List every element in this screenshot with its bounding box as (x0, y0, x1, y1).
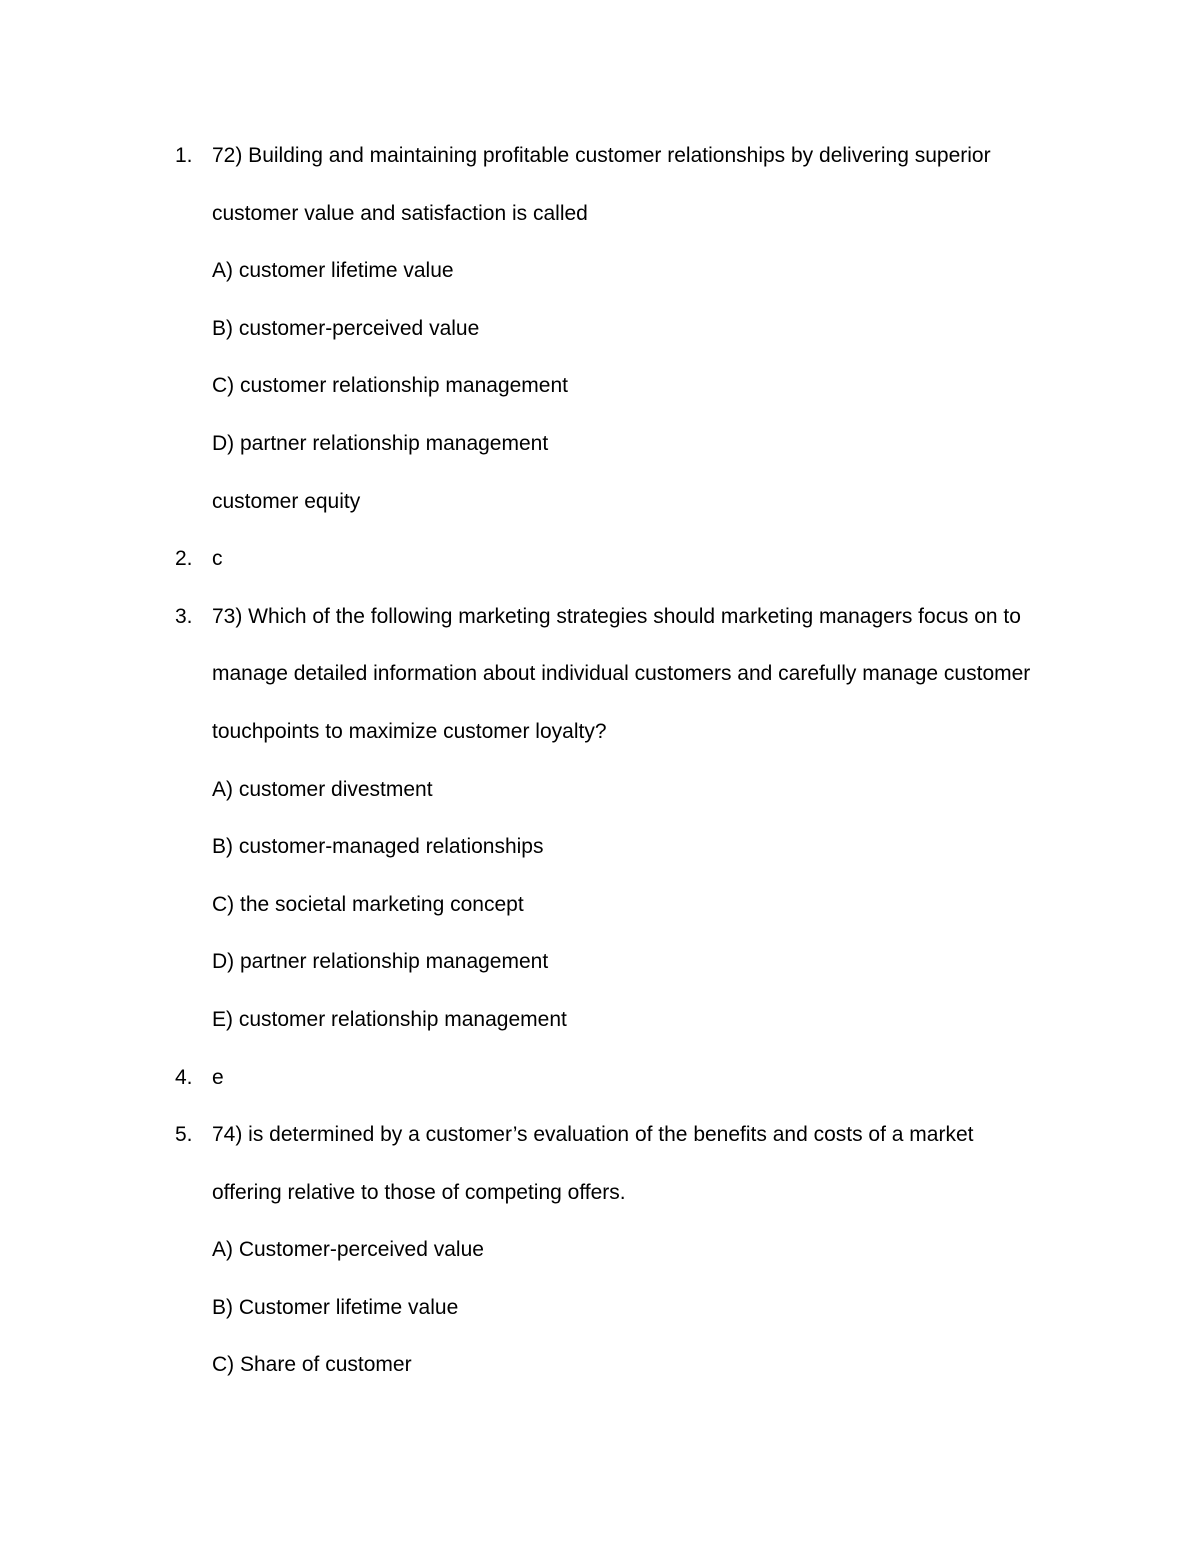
document-line (0, 645, 1200, 703)
document-line (0, 1049, 1200, 1107)
document-body (0, 127, 1200, 1394)
document-line (0, 300, 1200, 358)
document-line (0, 473, 1200, 531)
document-line (0, 1221, 1200, 1279)
line-text: offering relative to those of competing offers. (212, 1180, 626, 1204)
document-line (0, 991, 1200, 1049)
line-text: 72) Building and maintaining profitable customer relationships by delivering superior (212, 144, 991, 167)
document-line (0, 530, 1200, 588)
line-text: C) customer relationship management (212, 374, 568, 398)
line-text: B) customer-perceived value (212, 316, 480, 340)
line-text: B) customer-managed relationships (212, 835, 544, 859)
line-text: A) customer lifetime value (212, 259, 454, 283)
list-number: 4. (175, 1065, 193, 1089)
line-text: C) Share of customer (212, 1353, 412, 1377)
line-text: e (212, 1065, 224, 1089)
line-text: D) partner relationship management (212, 431, 549, 455)
line-text: 73) Which of the following marketing strategies should marketing managers focus on to (212, 604, 1021, 628)
document-line (0, 818, 1200, 876)
line-text: 74) is determined by a customer’s evaluation of the benefits and costs of a market (212, 1123, 974, 1147)
document-line (0, 127, 1200, 185)
document-line (0, 1336, 1200, 1394)
document-line (0, 1279, 1200, 1337)
document-line (0, 1164, 1200, 1222)
list-number: 1. (175, 144, 193, 167)
list-number: 3. (175, 604, 193, 628)
document-line (0, 1106, 1200, 1164)
line-text: c (212, 547, 223, 571)
line-text: D) partner relationship management (212, 950, 549, 974)
line-text: C) the societal marketing concept (212, 892, 524, 916)
document-line (0, 703, 1200, 761)
line-text: touchpoints to maximize customer loyalty? (212, 719, 607, 743)
list-number: 5. (175, 1123, 193, 1147)
line-text: customer equity (212, 489, 361, 513)
document-line (0, 933, 1200, 991)
list-number: 2. (175, 547, 193, 571)
line-text: A) customer divestment (212, 777, 433, 801)
document-line (0, 242, 1200, 300)
line-text: A) Customer-perceived value (212, 1238, 484, 1262)
line-text: E) customer relationship management (212, 1007, 567, 1031)
document-line (0, 876, 1200, 934)
line-text: B) Customer lifetime value (212, 1295, 459, 1319)
document-line (0, 588, 1200, 646)
document-line (0, 185, 1200, 243)
document-line (0, 761, 1200, 819)
document-line (0, 415, 1200, 473)
line-text: customer value and satisfaction is called (212, 201, 588, 225)
line-text: manage detailed information about individual customers and carefully manage customer (212, 662, 1031, 686)
document-line (0, 357, 1200, 415)
